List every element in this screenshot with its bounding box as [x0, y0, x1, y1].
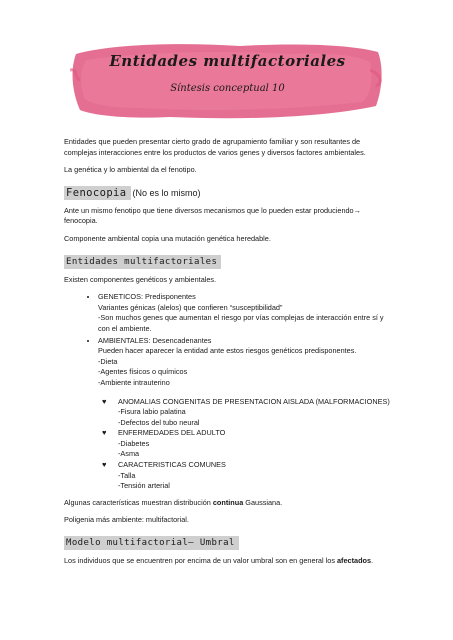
fenocopia-heading-row — [64, 183, 394, 206]
fenocopia-heading: Fenocopia — [64, 186, 131, 200]
distribution-paragraph — [64, 498, 394, 509]
bold-text: afectados — [337, 556, 372, 566]
list-item-line: • GENETICOS: Predisponentes — [98, 292, 196, 302]
component-list — [64, 292, 394, 492]
fenocopia-note: (No es lo mismo) — [132, 187, 201, 198]
entidades-paragraph: Existen componentes genéticos y ambientales. — [64, 274, 217, 284]
list-item — [98, 292, 394, 334]
document-subtitle: Síntesis conceptual 10 — [170, 83, 285, 94]
list-item-line: -Agentes físicos o químicos — [98, 367, 188, 377]
list-item-line: Pueden hacer aparecer la entidad ante estos riesgos genéticos predisponentes. — [98, 346, 357, 356]
list-item-line: -Fisura labio palatina — [118, 407, 186, 417]
list-item-line: CARACTERISTICAS COMUNES — [118, 460, 226, 470]
document-body — [64, 137, 394, 574]
intro-paragraph: Entidades que pueden presentar cierto grado de agrupamiento familiar y son resultantes de complejas interacciones entre los productos de varios genes y diversos factores ambientales. — [64, 137, 366, 157]
list-item-line: -Son muchos genes que aumentan el riesgo por vías complejas de interacción entre sí y con el ambiente. — [98, 313, 384, 333]
list-item-line: -Defectos del tubo neural — [118, 417, 200, 427]
paragraph-text: Gaussiana. — [243, 497, 283, 507]
sub-list-item — [102, 460, 394, 492]
document-title: Entidades multifactoriales — [109, 52, 346, 70]
umbral-paragraph — [64, 556, 394, 567]
sub-list-item — [102, 396, 394, 429]
paragraph-text: . — [371, 556, 374, 566]
fenocopia-paragraph: Ante un mismo fenotipo que tiene diversos mecanismos que lo pueden estar produciendo→ fenocopia. — [64, 205, 361, 226]
list-item-line: -Ambiente intrauterino — [98, 377, 170, 387]
sub-list-item — [102, 428, 394, 460]
list-item-line: ANOMALIAS CONGENITAS DE PRESENTACION AISLADA (MALFORMACIONES) — [118, 396, 390, 406]
list-item-line: -Asma — [118, 449, 140, 459]
list-item-line: -Dieta — [98, 356, 118, 366]
title-banner — [70, 40, 385, 122]
heart-icon: ♥ — [102, 460, 107, 470]
list-item — [98, 336, 394, 492]
sub-list — [98, 397, 394, 492]
paragraph-text: Los individuos que se encuentren por encima de un valor umbral son en general los — [64, 556, 337, 566]
paragraph-text: Algunas características muestran distribución — [64, 497, 213, 507]
list-item-line: Variantes génicas (alelos) que confieren “susceptibilidad” — [98, 302, 283, 312]
modelo-heading: Modelo multifactorial– Umbral — [64, 536, 239, 550]
list-item-line: • AMBIENTALES: Desencadenantes — [98, 335, 212, 345]
entidades-heading: Entidades multifactoriales — [64, 255, 221, 269]
list-item-line: ENFERMEDADES DEL ADULTO — [118, 428, 226, 438]
list-item-line: -Diabetes — [118, 438, 150, 448]
intro-paragraph-2: La genética y lo ambiental da el fenotipo. — [64, 165, 197, 175]
bold-text: continua — [212, 497, 244, 507]
poligenia-paragraph: Poligenia más ambiente: multifactorial. — [64, 515, 189, 525]
heart-icon: ♥ — [102, 428, 107, 438]
fenocopia-paragraph-2: Componente ambiental copia una mutación genética heredable. — [64, 233, 271, 243]
list-item-line: -Tensión arterial — [118, 481, 170, 491]
heart-icon: ♥ — [102, 396, 107, 406]
list-item-line: -Talla — [118, 470, 136, 480]
